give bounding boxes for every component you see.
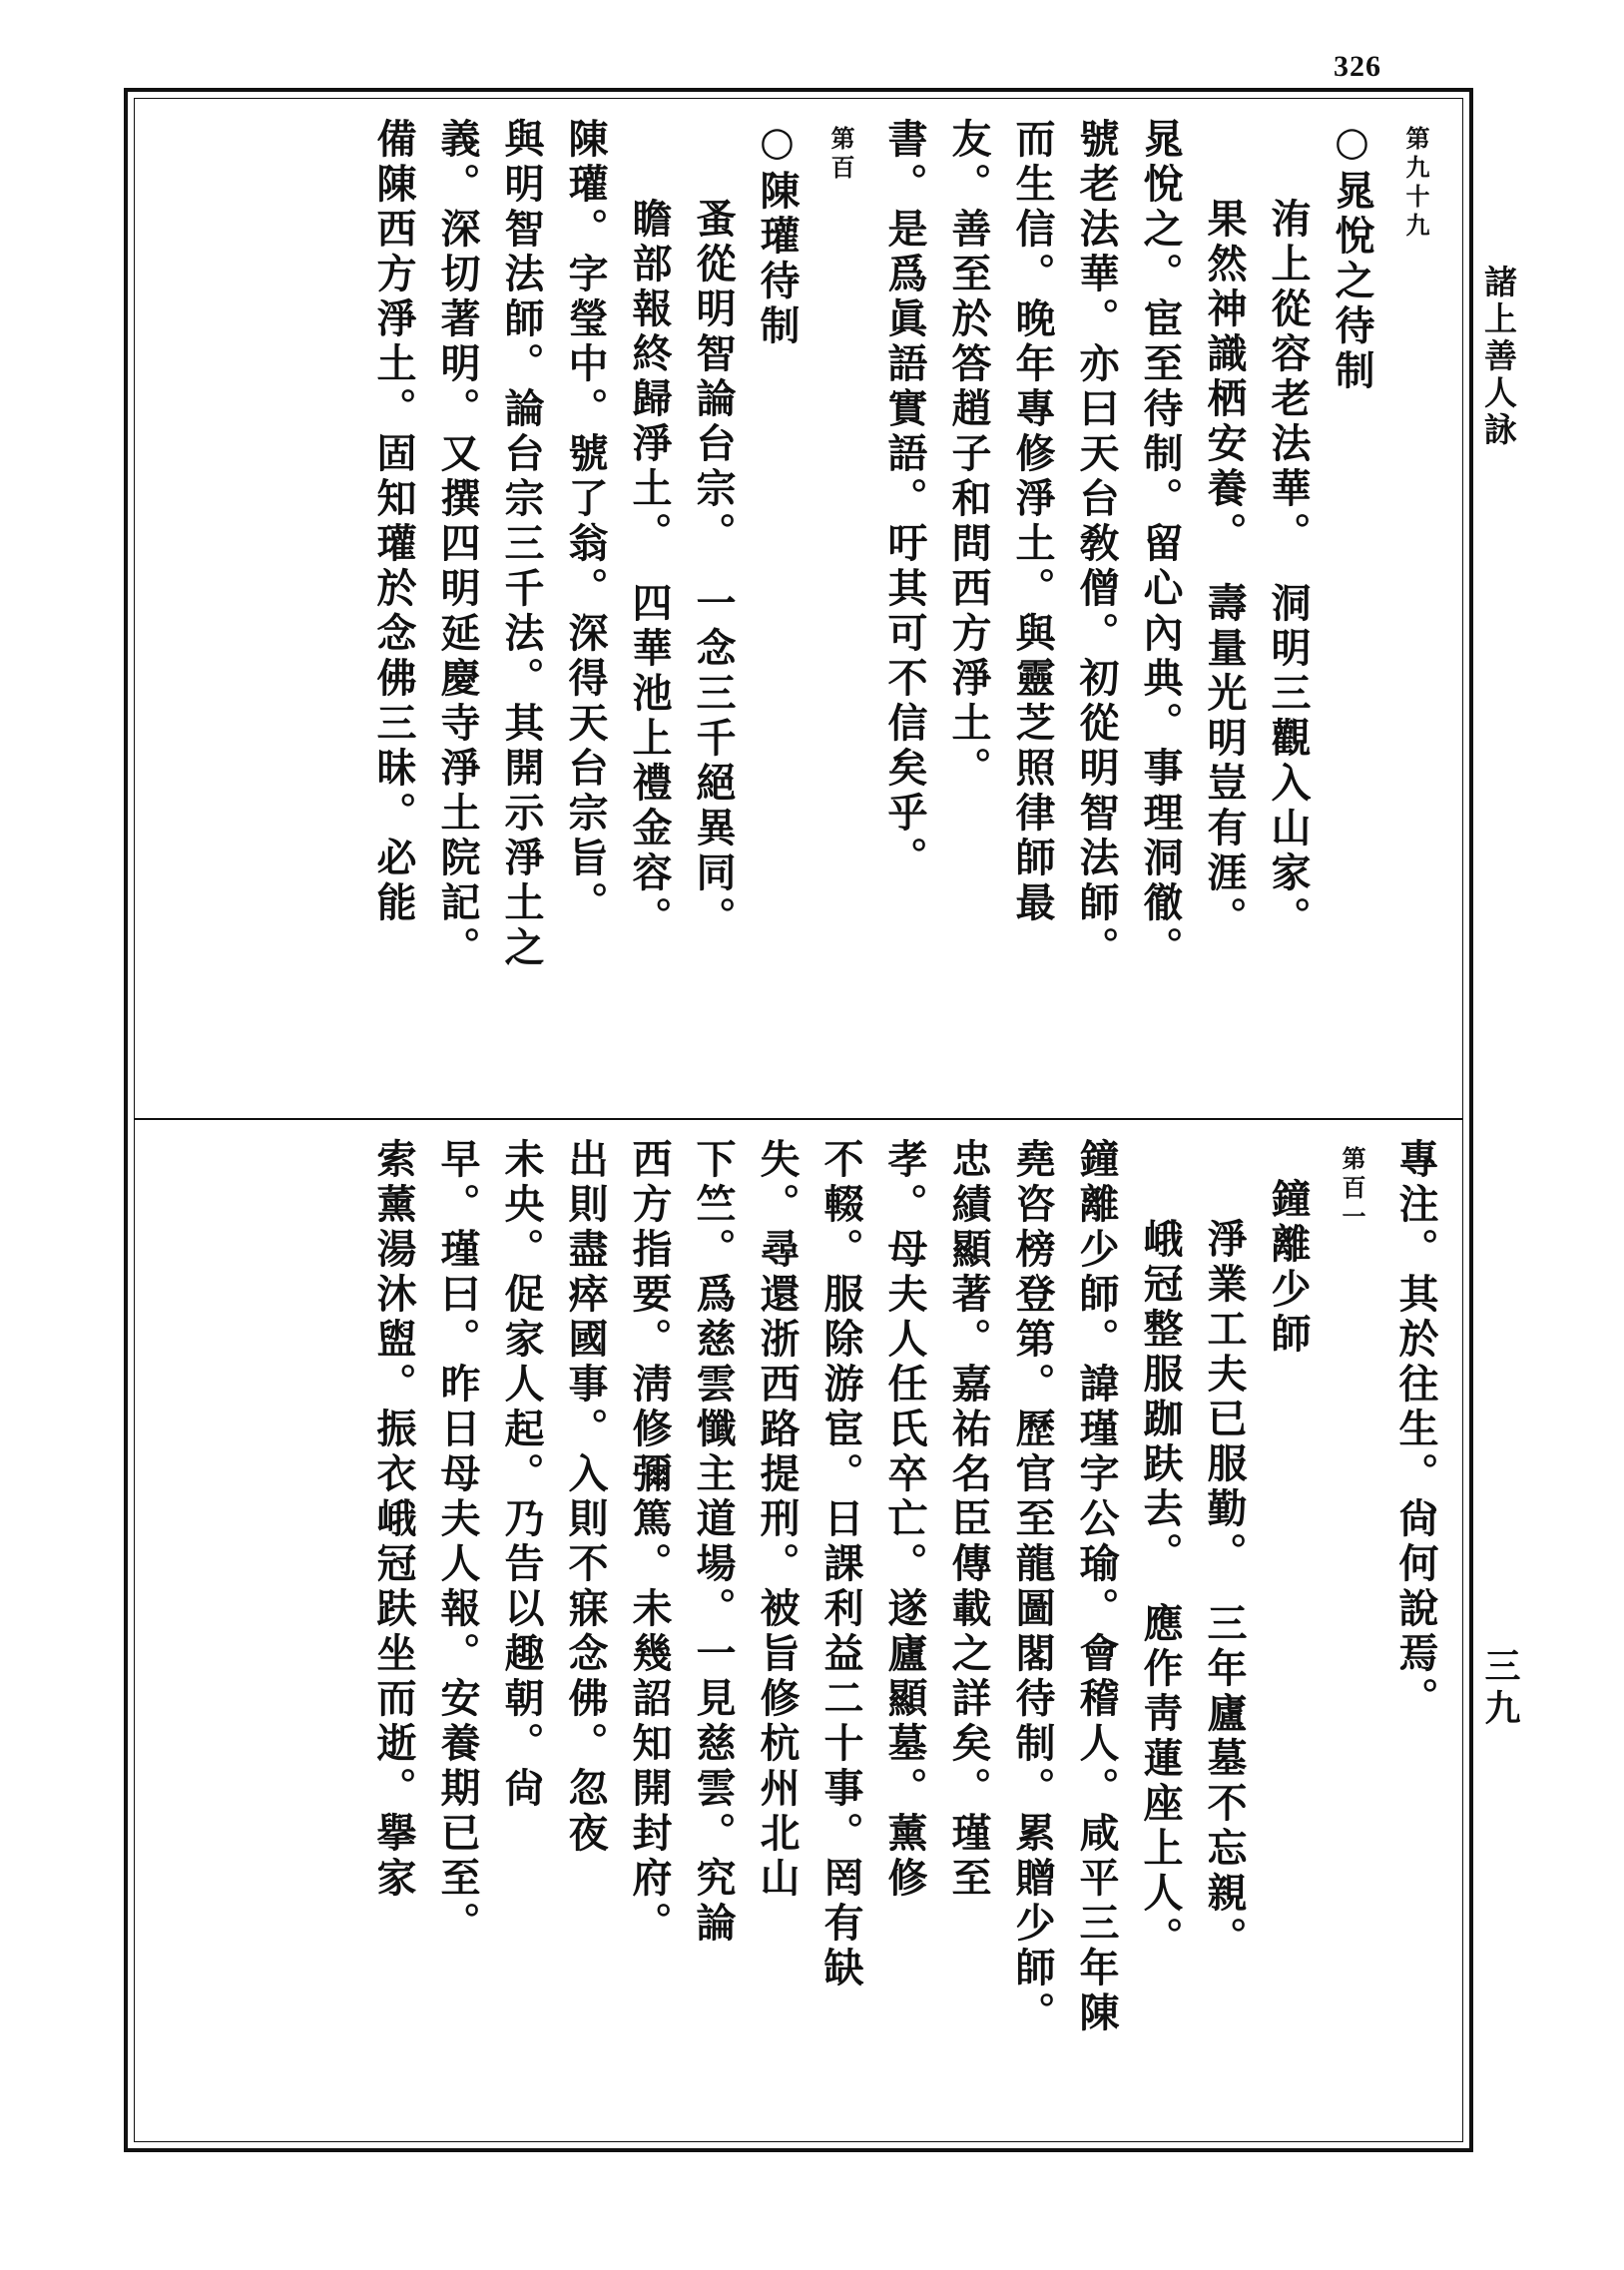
prose-line-2: 號老法華。亦曰天台敎僧。初從明智法師。: [1073, 118, 1120, 971]
prose-line-7: 與明智法師。論台宗三千法。其開示淨土之: [498, 118, 545, 971]
prose-line-18: 西方指要。淸修彌篤。未幾詔知開封府。: [626, 1138, 673, 1947]
running-head: 諸上善人詠: [1479, 265, 1518, 449]
prose-line-19: 出則盡瘁國事。入則不寐念佛。忽夜: [562, 1138, 609, 1857]
verse-line-4: 瞻部報終歸淨土。 四華池上禮金容。: [626, 198, 673, 941]
page-number: 326: [1334, 50, 1381, 83]
prose-line-20: 未央。促家人起。乃告以趣朝。尙: [498, 1138, 545, 1812]
heading-zhong-li: 鐘離少師: [1265, 1178, 1312, 1358]
prose-line-17: 下竺。爲慈雲懺主道場。一見慈雲。究論: [690, 1138, 737, 1947]
section-divider: [134, 1118, 1463, 1120]
prose-line-14: 孝。母夫人任氏卒亡。遂廬顯墓。薰修: [881, 1138, 928, 1902]
prose-line-4: 友。善至於答趙子和問西方淨土。: [945, 118, 992, 792]
side-page-number: 三九: [1479, 1647, 1521, 1731]
entry-number-101: 第百一: [1338, 1146, 1366, 1233]
prose-line-9: 備陳西方淨土。固知瓘於念佛三昧。必能: [370, 118, 417, 926]
prose-line-3: 而生信。晚年專修淨土。與靈芝照律師最: [1009, 118, 1056, 926]
prose-line-16: 失。尋還浙西路提刑。被旨修杭州北山: [754, 1138, 801, 1902]
prose-line-21: 早。瑾曰。昨日母夫人報。安養期已至。: [434, 1138, 481, 1947]
verse-line-3: 蚤從明智論台宗。 一念三千絕異同。: [690, 198, 737, 941]
prose-line-10: 專注。其於往生。尙何說焉。: [1392, 1138, 1439, 1722]
prose-line-5: 書。是爲眞語實語。吁其可不信矣乎。: [881, 118, 928, 881]
prose-line-22: 索薰湯沐盥。振衣峨冠趺坐而逝。擧家: [370, 1138, 417, 1902]
heading-chen-guan: ○陳瓘待制: [754, 118, 801, 349]
prose-line-12: 堯咨榜登第。歷官至龍圖閣待制。累贈少師。: [1009, 1138, 1056, 2036]
verse-line-2: 果然神識栖安養。 壽量光明豈有涯。: [1201, 198, 1248, 941]
prose-line-6: 陳瓘。字瑩中。號了翁。深得天台宗旨。: [562, 118, 609, 926]
prose-line-1: 晁悅之。宦至待制。留心內典。事理洞徹。: [1137, 118, 1184, 971]
heading-chao-wan: ○晁悅之待制: [1329, 118, 1375, 394]
verse-line-1: 洧上從容老法華。 洞明三觀入山家。: [1265, 198, 1312, 941]
prose-line-13: 忠績顯著。嘉祐名臣傳載之詳矣。瑾至: [945, 1138, 992, 1902]
verse-line-5: 淨業工夫已服勤。 三年廬墓不忘親。: [1201, 1218, 1248, 1962]
prose-line-11: 鐘離少師。諱瑾字公瑜。會稽人。咸平三年陳: [1073, 1138, 1120, 2036]
top-section: [160, 118, 1447, 1096]
prose-line-8: 義。深切著明。又撰四明延慶寺淨土院記。: [434, 118, 481, 971]
verse-line-6: 峨冠整服跏趺去。 應作靑蓮座上人。: [1137, 1218, 1184, 1962]
bottom-section: [160, 1138, 1447, 2126]
prose-line-15: 不輟。服除游宦。日課利益二十事。罔有缺: [817, 1138, 864, 1991]
entry-number-99: 第九十九: [1401, 126, 1430, 242]
entry-number-100: 第百: [826, 126, 855, 184]
